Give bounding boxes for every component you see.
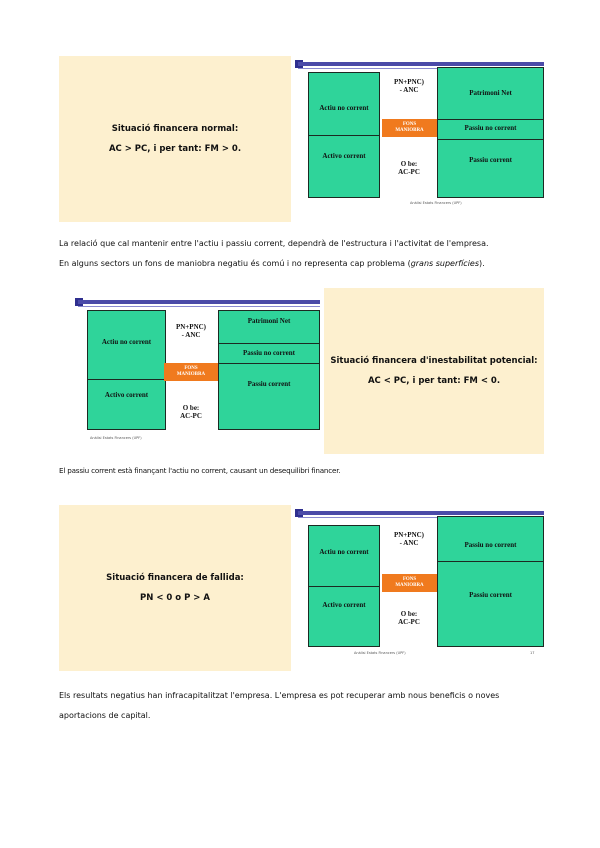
label-activo-corrent: Activo corrent [104,391,149,399]
note-title: Situació financera normal: [111,124,239,134]
slide-page-number: 17 [530,651,535,655]
label-actiu-no-corrent: Actiu no corrent [319,548,369,556]
label-patrimoni-net: Patrimoni Net [469,89,512,97]
slide-footer: Análisi Estats Financers (UPF) [90,436,142,440]
label-actiu-no-corrent: Actiu no corrent [319,104,369,112]
right-column [218,310,320,430]
fons-maniobra-bar: FONS MANIOBRA [382,574,437,592]
label-passiu-corrent: Passiu corrent [469,156,512,164]
slide-top-bar [298,511,544,515]
diagram-bankruptcy [298,511,544,659]
paragraph-line [59,254,543,274]
note-title: Situació financera d'inestabilitat potencial: [330,356,538,366]
slide-top-bar [298,62,544,66]
left-divider [308,586,380,587]
right-divider-bottom [218,363,320,364]
label-o-be-ac-pc: O be: AC-PC [398,610,420,626]
note-formula: PN < 0 o P > A [140,593,210,603]
left-divider [87,379,166,380]
paragraph-imbalance [59,464,543,478]
note-bankruptcy-situation [59,505,291,671]
note-formula: AC > PC, i per tant: FM > 0. [108,144,242,154]
paragraph-line: La relació que cal mantenir entre l'actiu i passiu corrent, dependrà de l'estructura i l'activitat de l'empresa. [59,239,489,248]
slide-top-line [78,306,320,307]
paragraph-text: En alguns sectors un fons de maniobra negatiu és comú i no representa cap problema ( [59,259,411,268]
right-column [437,516,544,647]
paragraph-line: El passiu corrent està finançant l'actiu no corrent, causant un desequilibri financer. [59,466,341,475]
label-pn-pnc-anc: PN+PNC) - ANC [175,323,207,339]
diagram-instability [78,300,320,442]
label-pn-pnc-anc: PN+PNC) - ANC [393,531,425,547]
slide-footer: Análisi Estats Financers (UPF) [410,201,462,205]
label-o-be-ac-pc: O be: AC-PC [180,404,202,420]
paragraph-line: aportacions de capital. [59,711,151,720]
slide-footer: Análisi Estats Financers (UPF) [354,651,406,655]
note-normal-situation [59,56,291,222]
paragraph-structure [59,234,543,274]
right-divider-top [218,343,320,344]
label-pn-pnc-anc: PN+PNC) - ANC [393,78,425,94]
right-divider [437,561,544,562]
label-passiu-corrent: Passiu corrent [247,380,291,388]
label-passiu-no-corrent: Passiu no corrent [243,349,295,357]
note-instability-situation [324,288,544,454]
label-actiu-no-corrent: Actiu no corrent [101,338,152,346]
right-divider-top [437,119,544,120]
slide-top-bar [78,300,320,304]
label-activo-corrent: Activo corrent [322,152,366,160]
right-column [437,67,544,198]
label-activo-corrent: Activo corrent [322,601,366,609]
left-divider [308,135,380,136]
label-passiu-corrent: Passiu corrent [469,591,512,599]
label-passiu-no-corrent: Passiu no corrent [464,124,517,132]
label-passiu-no-corrent: Passiu no corrent [464,541,517,549]
label-patrimoni-net: Patrimoni Net [247,317,291,325]
fons-maniobra-bar: FONS MANIOBRA [164,363,218,381]
paragraph-line: Els resultats negatius han infracapitalitzat l'empresa. L'empresa es pot recuperar amb nous beneficis o noves [59,691,500,700]
paragraph-negative-results [59,686,543,726]
diagram-normal [298,62,544,222]
fons-maniobra-bar: FONS MANIOBRA [382,119,437,137]
note-formula: AC < PC, i per tant: FM < 0. [367,376,501,386]
paragraph-italic: grans superfícies [410,259,480,268]
paragraph-text: ). [479,259,485,268]
left-column [87,310,166,430]
right-divider-bottom [437,139,544,140]
label-o-be-ac-pc: O be: AC-PC [398,160,420,176]
note-title: Situació financera de fallida: [106,573,244,583]
